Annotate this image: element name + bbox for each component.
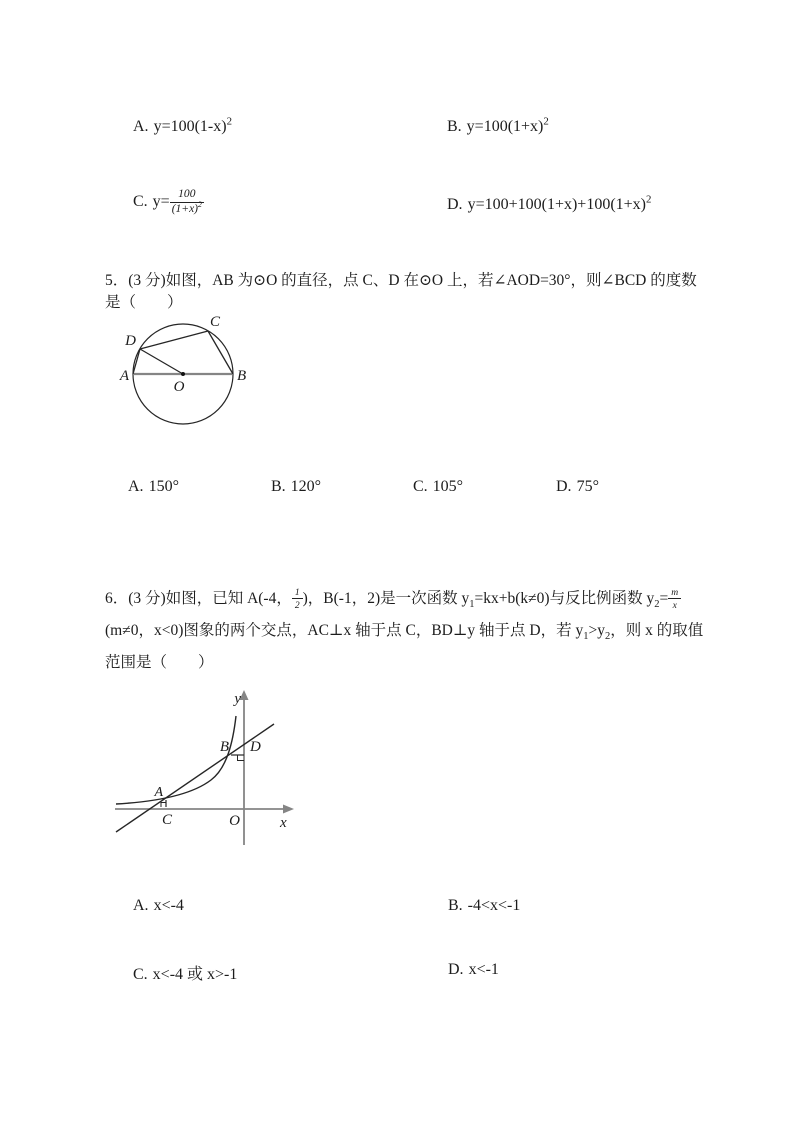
q5-option-a-label: A. bbox=[128, 478, 144, 495]
q5-option-a-value: 150° bbox=[148, 478, 179, 495]
q6-option-d-label: D. bbox=[448, 961, 464, 978]
x-axis-arrow-icon bbox=[283, 805, 294, 814]
graph-label-d: D bbox=[250, 739, 261, 755]
q6-option-a bbox=[133, 897, 184, 915]
q6-option-c-value: x<-4 或 x>-1 bbox=[152, 966, 238, 983]
q4-option-b bbox=[447, 115, 549, 136]
circle-label-c: C bbox=[210, 314, 221, 330]
q5-option-d-value: 75° bbox=[576, 478, 599, 495]
q4-option-a bbox=[133, 115, 233, 136]
q4-option-d bbox=[447, 193, 652, 214]
q5-option-a bbox=[128, 478, 179, 496]
q4-option-d-label: D. bbox=[447, 196, 463, 213]
q4-option-a-formula: $y=100(1-x)^2$ bbox=[153, 115, 233, 135]
q5-option-b-value: 120° bbox=[290, 478, 322, 495]
q6-option-c-label: C. bbox=[133, 966, 148, 983]
q5-option-d bbox=[556, 478, 599, 496]
q6-option-a-value: x<-4 bbox=[153, 897, 184, 914]
radius-od bbox=[140, 349, 183, 374]
circle-label-o: O bbox=[173, 379, 185, 395]
center-dot bbox=[181, 372, 185, 376]
q5-option-c bbox=[413, 478, 463, 496]
q5-option-b bbox=[271, 478, 321, 496]
q6-option-d-value: x<-1 bbox=[468, 961, 499, 978]
q6-option-b-label: B. bbox=[448, 897, 463, 914]
graph-figure bbox=[110, 690, 300, 850]
q4-option-b-formula: $y=100(1+x)^2$ bbox=[466, 115, 549, 135]
right-angle-mark-c bbox=[161, 803, 166, 808]
q6-option-b-value: -4<x<-1 bbox=[467, 897, 521, 914]
q4-option-d-formula: $y=100+100(1+x)+100(1+x)^2$ bbox=[467, 193, 652, 213]
q6-option-c bbox=[133, 961, 237, 984]
graph-label-x-axis: x bbox=[280, 815, 287, 831]
q5-option-d-label: D. bbox=[556, 478, 572, 495]
q5-option-b-label: B. bbox=[271, 478, 286, 495]
right-angle-mark-d bbox=[238, 755, 245, 761]
q5-option-c-value: 105° bbox=[432, 478, 464, 495]
graph-label-a: A bbox=[154, 785, 163, 800]
q6-option-d bbox=[448, 961, 499, 979]
q5-option-c-label: C. bbox=[413, 478, 428, 495]
q6-option-b bbox=[448, 897, 520, 915]
graph-label-origin: O bbox=[229, 813, 240, 829]
chord-dc bbox=[140, 331, 208, 349]
graph-label-c: C bbox=[161, 812, 173, 828]
q6-option-a-label: A. bbox=[133, 897, 149, 914]
q4-option-c bbox=[133, 188, 204, 216]
chord-cb bbox=[208, 331, 233, 374]
q4-option-c-formula: y= $\frac{100}{(1+x)^2}$ bbox=[152, 188, 202, 216]
question-5-text: 5．(3 分)如图，AB 为⊙O 的直径，点 C、D 在⊙O 上，若∠AOD=30°，则∠BCD 的度数是（ ） bbox=[105, 272, 697, 312]
circle-label-a: A bbox=[119, 368, 129, 384]
circle-label-b: B bbox=[237, 368, 247, 384]
q4-option-a-label: A. bbox=[133, 118, 149, 135]
q4-option-c-label: C. bbox=[133, 192, 148, 210]
graph-label-y-axis: y bbox=[234, 691, 241, 707]
question-6-text: 6．(3 分)如图，已知 A(-4， $\frac{1}{2}$ )，B(-1，2)是一次函数 $y_1=kx+b(k\ne 0)$与反比例函数 $y_2=$ $\frac{m}{x}$ (m≠0，x<0)图象的两个交点，AC⊥x 轴于点 C，BD⊥y 轴于点 D，若 $y_1>y_2$，则 x 的取值范围是（ ） bbox=[105, 586, 704, 671]
q4-option-b-label: B. bbox=[447, 118, 462, 135]
circle-figure bbox=[115, 312, 265, 437]
graph-label-b: B bbox=[219, 739, 229, 755]
circle-label-d: D bbox=[125, 333, 136, 349]
